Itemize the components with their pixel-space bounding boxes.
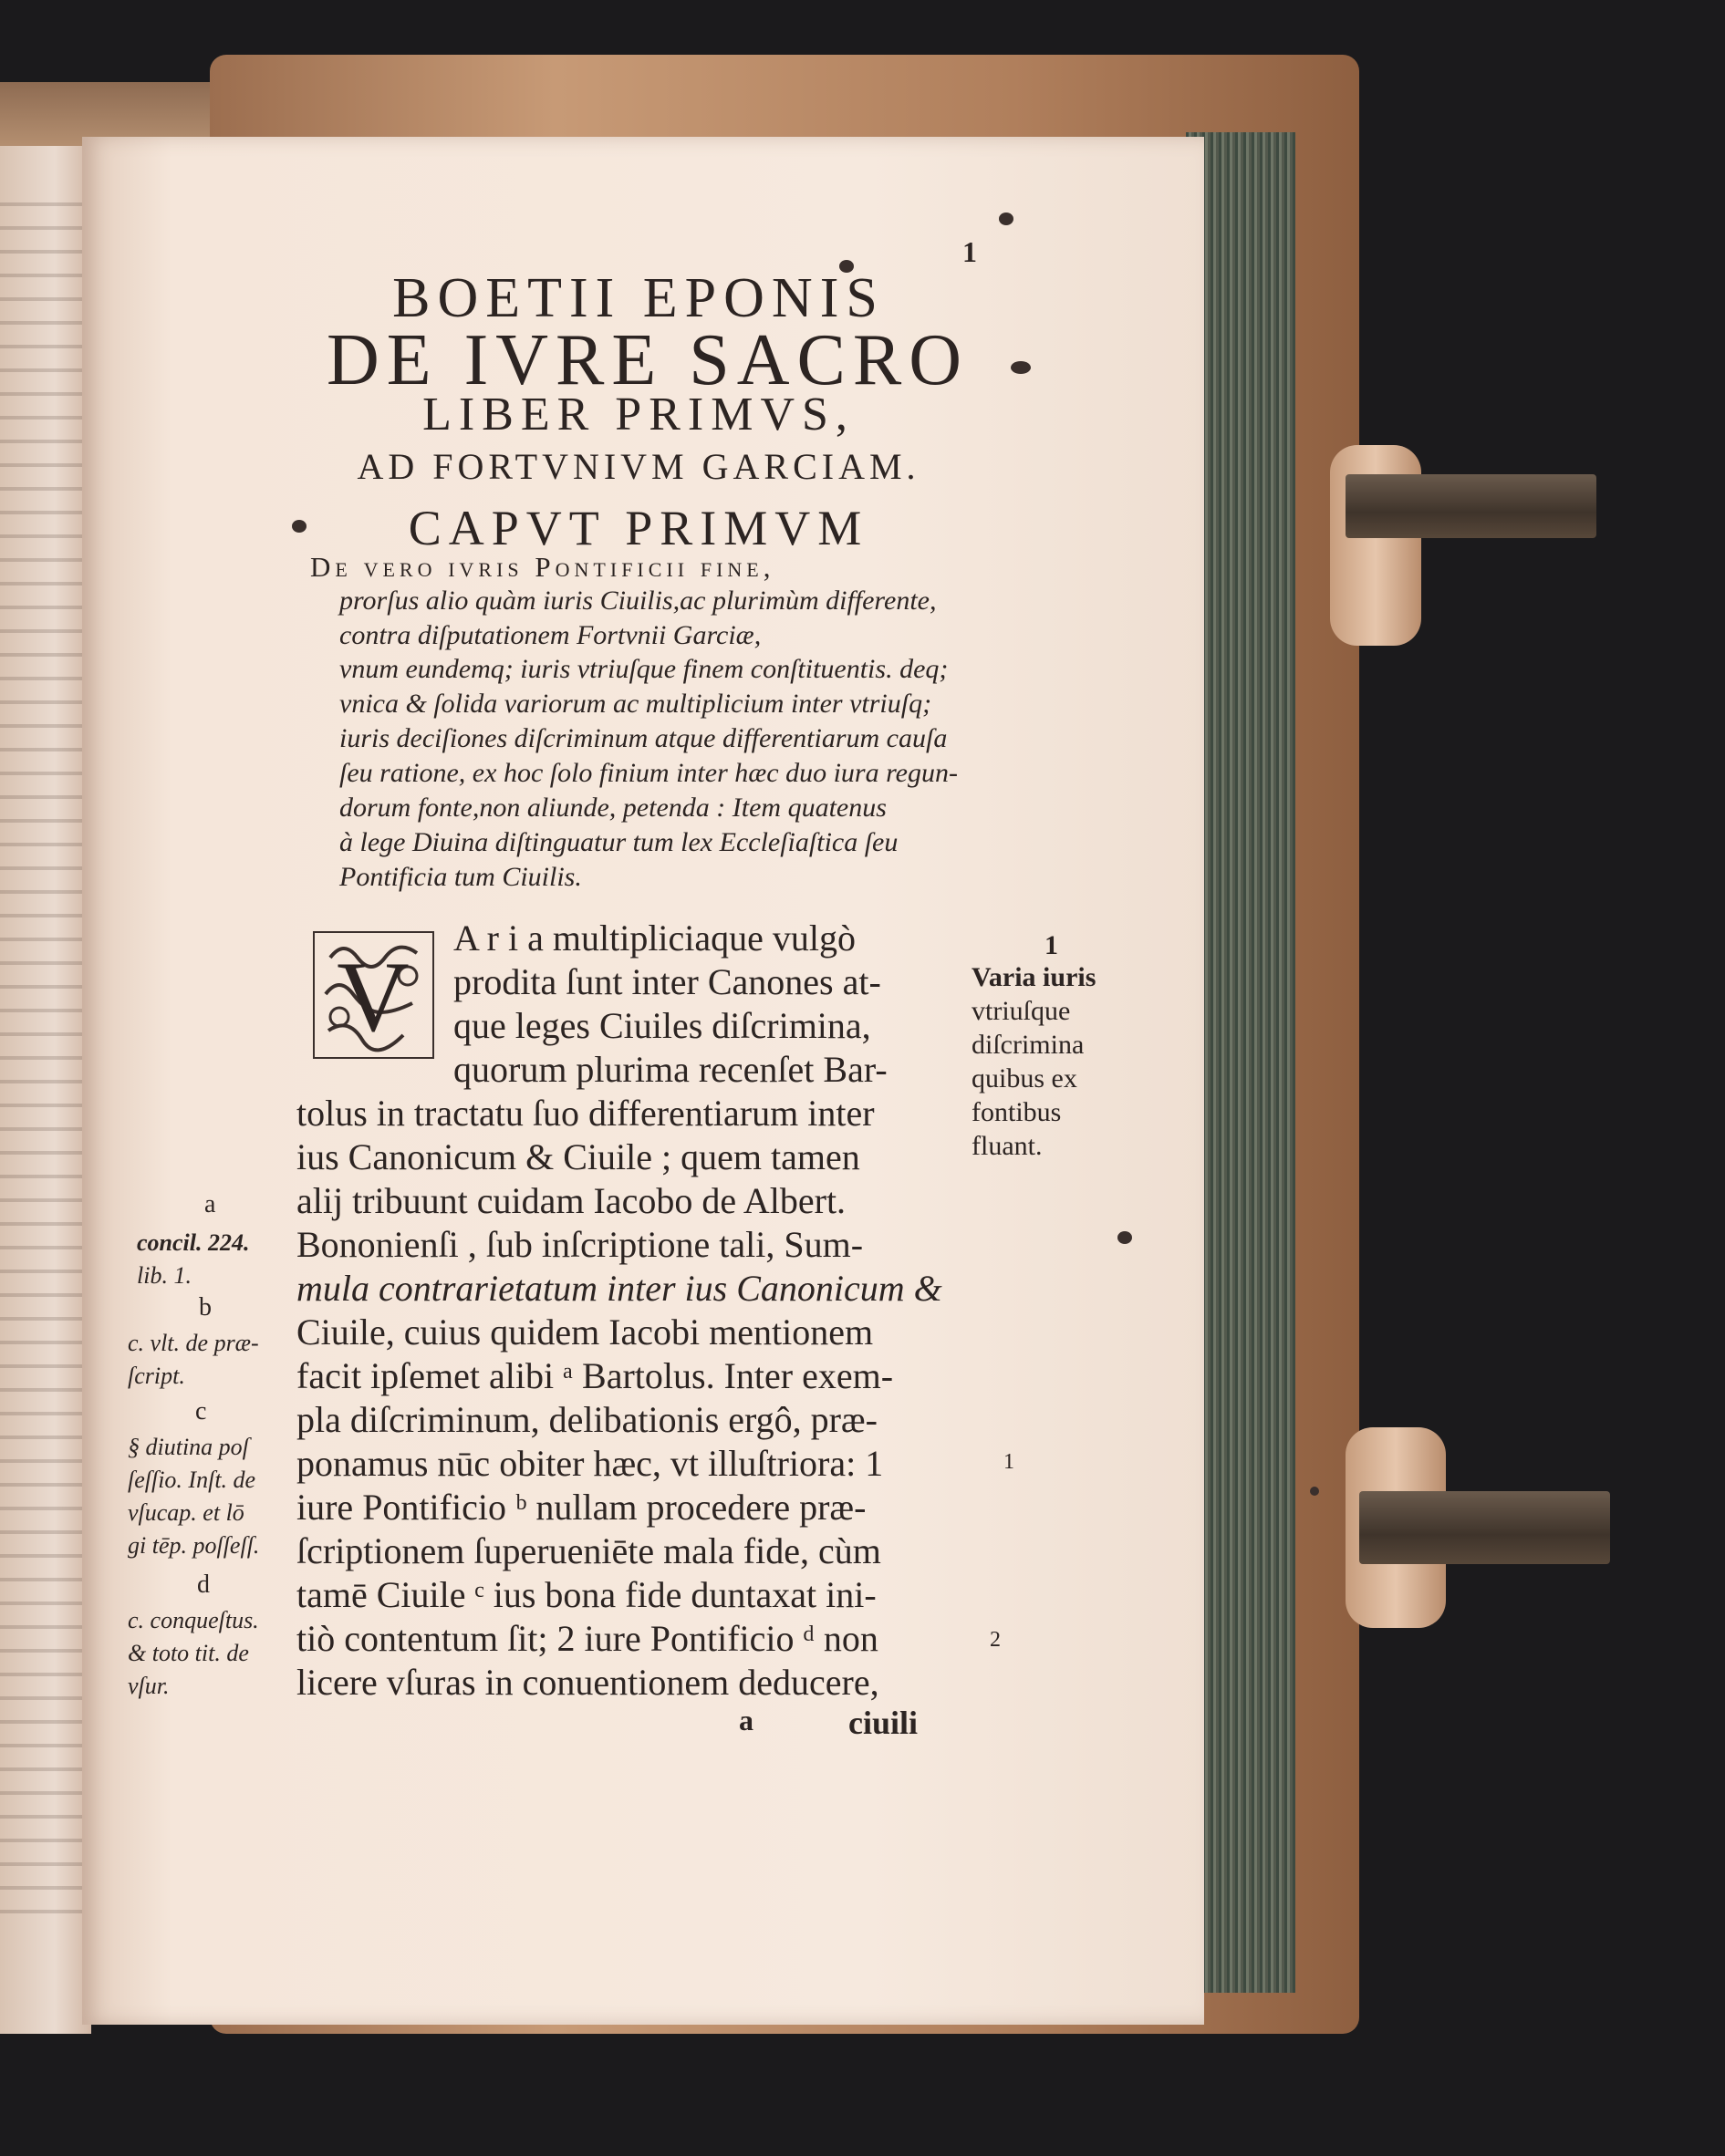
body-line: Ciuile, cuius quidem Iacobi mentionem — [296, 1311, 874, 1353]
book-heading: LIBER PRIMVS, — [422, 389, 855, 441]
catchword: ciuili — [848, 1705, 919, 1741]
note-line: c. conqueſtus. — [128, 1607, 259, 1633]
body-line: licere vſuras in conuentionem deducere, — [296, 1662, 879, 1703]
note-letter: c — [195, 1397, 207, 1425]
note-letter: d — [197, 1570, 210, 1599]
wormhole-icon — [292, 520, 307, 533]
author-heading: BOETII EPONIS — [392, 267, 885, 329]
chapter-label: CAPVT PRIMVM — [408, 501, 869, 555]
left-page-text-remnant — [0, 182, 82, 1915]
summary-line: De vero ivris Pontificii fine, — [310, 551, 775, 583]
work-title: DE IVRE SACRO — [326, 320, 970, 400]
side-note-number: 1 — [1044, 930, 1058, 960]
summary-line: prorſus alio quàm iuris Ciuilis,ac plurimùm differente, — [339, 586, 937, 616]
summary-line: ſeu ratione, ex hoc ſolo finium inter hæc duo iura regun- — [339, 758, 958, 788]
wormhole-icon — [999, 212, 1013, 225]
body-line: iure Pontificio ᵇ nullam procedere præ- — [296, 1487, 867, 1528]
note-letter: a — [204, 1190, 216, 1218]
body-line: que leges Ciuiles diſcrimina, — [453, 1005, 871, 1046]
side-note-line: fluant. — [972, 1131, 1043, 1161]
side-note-line: diſcrimina — [972, 1030, 1085, 1060]
summary-line: dorum fonte,non aliunde, petenda : Item quatenus — [339, 793, 887, 823]
upper-clasp-strap — [1346, 474, 1596, 538]
note-line: § diutina poſ — [128, 1434, 249, 1460]
body-line: facit ipſemet alibi ᵃ Bartolus. Inter exem- — [296, 1355, 894, 1396]
side-note-line: fontibus — [972, 1097, 1062, 1127]
note-letter: b — [199, 1293, 212, 1322]
dedication-line: AD FORTVNIVM GARCIAM. — [357, 446, 920, 487]
body-line: ius Canonicum & Ciuile ; quem tamen — [296, 1136, 860, 1177]
body-line: mula contrarietatum inter ius Canonicum & — [296, 1268, 942, 1309]
note-line: ſeſſio. Inſt. de — [128, 1467, 256, 1493]
lower-clasp-strap — [1359, 1491, 1610, 1564]
body-line: quorum plurima recenſet Bar- — [453, 1049, 888, 1090]
side-note-line: vtriuſque — [972, 996, 1071, 1026]
note-line: vſur. — [128, 1673, 170, 1699]
summary-line: à lege Diuina diſtinguatur tum lex Eccleſiaſtica ſeu — [339, 827, 899, 857]
side-note-line: Varia iuris — [972, 962, 1096, 992]
body-line: ponamus nūc obiter hæc, vt illuſtriora: 1 — [296, 1443, 884, 1484]
body-line: alij tribuunt cuidam Iacobo de Albert. — [296, 1180, 847, 1221]
margin-number: 2 — [990, 1628, 1001, 1652]
wormhole-icon — [1011, 361, 1031, 374]
body-line: tamē Ciuile ᶜ ius bona fide duntaxat ini- — [296, 1574, 877, 1615]
wormhole-icon — [1117, 1231, 1132, 1244]
body-line: pla diſcriminum, delibationis ergô, præ- — [296, 1399, 878, 1440]
summary-line: contra diſputationem Fortvnii Garciæ, — [339, 620, 762, 650]
summary-line: vnum eundemq; iuris vtriuſque finem conſtituentis. deq; — [339, 654, 949, 684]
note-line: ſcript. — [128, 1363, 185, 1389]
decorated-initial-icon — [312, 930, 435, 1060]
body-line: tiò contentum ſit; 2 iure Pontificio ᵈ non — [296, 1618, 878, 1659]
summary-line: Pontificia tum Ciuilis. — [339, 862, 582, 892]
wormhole-icon — [1310, 1487, 1319, 1496]
body-line: A r i a multipliciaque vulgò — [453, 917, 857, 959]
margin-number: 1 — [1003, 1450, 1014, 1474]
body-line: tolus in tractatu ſuo differentiarum inter — [296, 1093, 875, 1134]
note-line: c. vlt. de præ- — [128, 1330, 259, 1356]
note-line: concil. 224. — [137, 1229, 250, 1256]
body-line: Bononienſi , ſub inſcriptione tali, Sum- — [296, 1224, 864, 1265]
signature-mark: a — [739, 1704, 753, 1736]
page-number: 1 — [962, 235, 977, 268]
summary-line: iuris deciſiones diſcriminum atque differentiarum cauſa — [339, 723, 948, 753]
side-note-line: quibus ex — [972, 1063, 1077, 1094]
body-line: ſcriptionem ſuperueniēte mala fide, cùm — [296, 1530, 881, 1571]
initial-letter: V — [337, 941, 410, 1052]
summary-line: vnica & ſolida variorum ac multiplicium inter vtriuſq; — [339, 689, 932, 719]
note-line: vſucap. et lō — [128, 1499, 244, 1526]
note-line: & toto tit. de — [128, 1640, 249, 1666]
note-line: lib. 1. — [137, 1262, 192, 1289]
body-line: prodita ſunt inter Canones at- — [453, 961, 881, 1002]
note-line: gi tēp. poſſeſſ. — [128, 1532, 260, 1559]
